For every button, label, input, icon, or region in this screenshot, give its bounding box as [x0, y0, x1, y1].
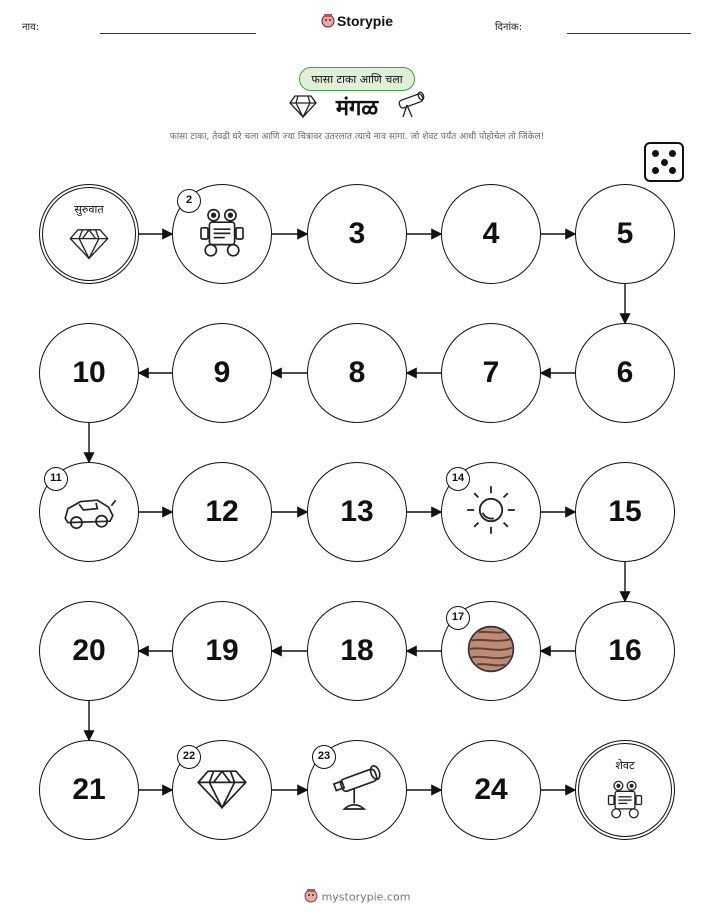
board-cell-7[interactable]: [441, 323, 541, 423]
date-label: दिनांक:: [495, 22, 523, 33]
diamond-icon: [194, 760, 250, 820]
cell-number: 19: [205, 634, 239, 667]
board-cell-22[interactable]: [172, 740, 272, 840]
cell-number-badge: 17: [446, 606, 470, 630]
cell-number: 4: [482, 217, 500, 250]
game-tag: फासा टाका आणि चला: [299, 67, 415, 91]
board-cell-20[interactable]: [39, 601, 139, 701]
board-cell-8[interactable]: [307, 323, 407, 423]
sun-icon: [463, 482, 519, 542]
cell-number: 16: [608, 634, 642, 667]
page-title: मंगळ: [335, 96, 379, 121]
board-cell-25[interactable]: [575, 740, 675, 840]
board-cell-2[interactable]: [172, 184, 272, 284]
cell-number-badge: 14: [446, 467, 470, 491]
board-cell-12[interactable]: [172, 462, 272, 562]
brand-name: Storypie: [336, 13, 393, 30]
board-cell-23[interactable]: [307, 740, 407, 840]
footer-site[interactable]: mystorypie.com: [321, 890, 411, 904]
cell-number-badge: 23: [312, 745, 336, 769]
telescope-icon: [329, 760, 385, 820]
board-cell-11[interactable]: [39, 462, 139, 562]
cell-number: 3: [348, 217, 366, 250]
cell-number: 5: [616, 217, 634, 250]
board-cell-3[interactable]: [307, 184, 407, 284]
board-cell-18[interactable]: [307, 601, 407, 701]
name-label: नाव:: [22, 22, 40, 33]
cell-number-badge: 22: [177, 745, 201, 769]
cell-number: 6: [616, 356, 634, 389]
board-cell-13[interactable]: [307, 462, 407, 562]
cell-number-badge: 2: [177, 189, 201, 213]
board-cell-16[interactable]: [575, 601, 675, 701]
board-cell-10[interactable]: [39, 323, 139, 423]
board-cell-14[interactable]: [441, 462, 541, 562]
cell-number: 20: [72, 634, 106, 667]
cell-number: 21: [72, 773, 106, 806]
board-cell-17[interactable]: [441, 601, 541, 701]
robot-icon: [194, 204, 250, 264]
board-cell-19[interactable]: [172, 601, 272, 701]
board-cell-4[interactable]: [441, 184, 541, 284]
board-cell-1[interactable]: [39, 184, 139, 284]
planet-icon: [463, 621, 519, 681]
end-label: शेवट: [615, 759, 635, 772]
cell-number: 8: [348, 356, 366, 389]
instructions: फासा टाका, तेवढी घरे चला आणि ज्या चित्रावर उतरलात त्याचे नाव सांगा. जो शेवट पर्यंत आधी पोहोचेल तो जिंकेल!: [169, 132, 545, 142]
cell-number: 7: [482, 356, 500, 389]
board-cell-6[interactable]: [575, 323, 675, 423]
footer: [0, 888, 714, 907]
cell-number: 12: [205, 495, 239, 528]
cell-number-badge: 11: [44, 467, 68, 491]
car-icon: [61, 482, 117, 542]
board-cell-24[interactable]: [441, 740, 541, 840]
cell-number: 18: [340, 634, 374, 667]
start-label: सुरुवात: [74, 203, 104, 216]
board-cell-15[interactable]: [575, 462, 675, 562]
board-cell-9[interactable]: [172, 323, 272, 423]
cell-number: 24: [474, 773, 508, 806]
cell-number: 9: [213, 356, 231, 389]
cell-number: 13: [340, 495, 374, 528]
storypie-logo-icon: [304, 888, 318, 907]
board-cell-5[interactable]: [575, 184, 675, 284]
cell-number: 15: [608, 495, 642, 528]
cell-number: 10: [72, 356, 106, 389]
board-cell-21[interactable]: [39, 740, 139, 840]
